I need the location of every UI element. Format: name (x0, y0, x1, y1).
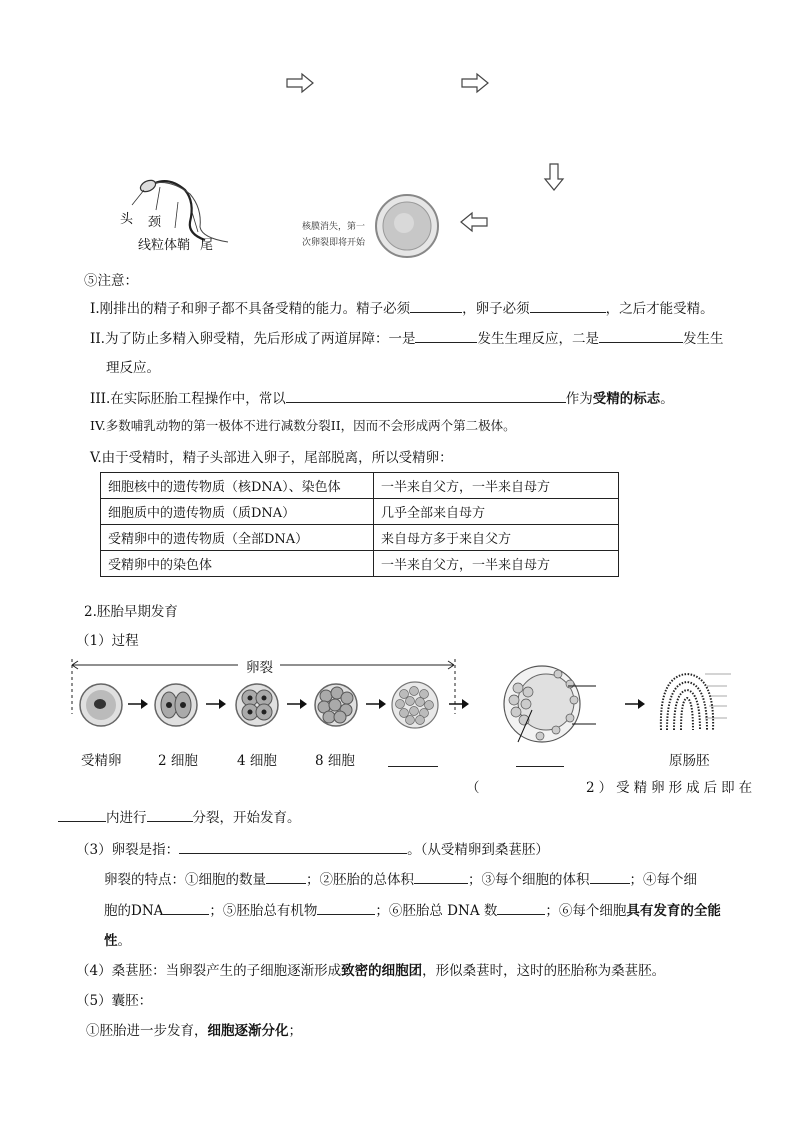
zygote-image (78, 682, 124, 728)
morula-definition: （4）桑葚胚：当卵裂产生的子细胞逐渐形成致密的细胞团，形似桑葚时，这时的胚胎称为桑葚胚。 (76, 963, 666, 979)
right-arrow-icon (127, 698, 149, 710)
process-label: （1）过程 (76, 633, 139, 649)
stage-label-zygote: 受精卵 (81, 753, 122, 769)
answer-blank[interactable] (599, 328, 683, 343)
answer-blank[interactable] (163, 900, 209, 915)
cleavage-label: 卵裂 (246, 660, 273, 676)
answer-blank[interactable] (266, 869, 306, 884)
table-row: 受精卵中的遗传物质（全部DNA） 来自母方多于来自父方 (101, 525, 619, 551)
egg-caption-line2: 次卵裂即将开始 (302, 238, 366, 248)
blastocyst-title: （5）囊胚： (76, 993, 153, 1009)
table-row: 受精卵中的染色体 一半来自父方，一半来自母方 (101, 551, 619, 577)
table-row: 细胞核中的遗传物质（核DNA）、染色体 一半来自父方，一半来自母方 (101, 473, 619, 499)
four-cell-image (234, 682, 280, 728)
sperm-label-midpiece: 线粒体鞘 (138, 238, 191, 253)
right-arrow-icon (448, 698, 470, 710)
down-arrow-icon (544, 163, 564, 191)
stage-label-8cell: 8 细胞 (315, 753, 355, 769)
right-arrow-icon (365, 698, 387, 710)
paren-open: （ (466, 780, 480, 796)
zygote-development-text: 2）受精卵形成后即在 (586, 780, 757, 796)
note-item-1: I.刚排出的精子和卵子都不具备受精的能力。精子必须 ，卵子必须 ，之后才能受精。 (90, 297, 714, 317)
answer-blank[interactable] (410, 298, 462, 313)
right-arrow-icon (205, 698, 227, 710)
cleavage-features-line1: 卵裂的特点：①细胞的数量 ；②胚胎的总体积 ；③每个细胞的体积 ；④每个细 (104, 868, 697, 888)
eight-cell-image (313, 682, 359, 728)
cleavage-features-line3: 性。 (104, 933, 131, 949)
answer-blank[interactable] (414, 869, 468, 884)
answer-blank[interactable] (58, 807, 106, 822)
sperm-label-tail: 尾 (200, 238, 214, 253)
note-item-2-cont: 理反应。 (106, 360, 160, 376)
blastocyst-image (498, 660, 598, 746)
cleavage-definition: （3）卵裂是指： 。（从受精卵到桑葚胚） (76, 838, 549, 858)
answer-blank[interactable] (317, 900, 375, 915)
gastrula-image (655, 668, 775, 736)
table-row: 细胞质中的遗传物质（质DNA） 几乎全部来自母方 (101, 499, 619, 525)
note-item-5: V.由于受精时，精子头部进入卵子，尾部脱离，所以受精卵： (90, 450, 453, 466)
stage-label-2cell: 2 细胞 (158, 753, 198, 769)
notes-heading: ⑤注意： (84, 273, 138, 289)
note-item-3: III.在实际胚胎工程操作中，常以 作为受精的标志。 (90, 387, 674, 407)
genetic-origin-table (100, 472, 619, 577)
sperm-label-head: 头 (120, 212, 134, 227)
cleavage-features-line2: 胞的DNA ；⑤胚胎总有机物 ；⑥胚胎总 DNA 数 ；⑥每个细胞具有发育的全能 (104, 899, 721, 919)
answer-blank[interactable] (516, 752, 564, 767)
egg-caption-line1: 核膜消失，第一 (302, 222, 366, 232)
blastocyst-point-1: ①胚胎进一步发育，细胞逐渐分化； (86, 1023, 302, 1039)
right-arrow-icon (624, 698, 646, 710)
stage-label-4cell: 4 细胞 (237, 753, 277, 769)
answer-blank[interactable] (147, 807, 193, 822)
answer-blank[interactable] (179, 839, 407, 854)
answer-blank[interactable] (590, 869, 630, 884)
right-arrow-icon (286, 698, 308, 710)
two-cell-image (153, 682, 199, 728)
answer-blank[interactable] (286, 388, 566, 403)
egg-cell-image (374, 193, 440, 259)
answer-blank[interactable] (530, 298, 606, 313)
answer-blank[interactable] (497, 900, 545, 915)
answer-blank[interactable] (388, 752, 438, 767)
section-title: 2.胚胎早期发育 (84, 604, 178, 620)
sperm-label-neck: 颈 (148, 215, 162, 230)
answer-blank[interactable] (415, 328, 477, 343)
morula-image (390, 680, 440, 730)
note-item-4: IV.多数哺乳动物的第一极体不进行减数分裂II，因而不会形成两个第二极体。 (90, 418, 516, 433)
right-arrow-icon (286, 73, 314, 93)
stage-label-gastrula: 原肠胚 (669, 753, 710, 769)
note-item-2: II.为了防止多精入卵受精，先后形成了两道屏障：一是 发生生理反应，二是 发生生 (90, 327, 723, 347)
right-arrow-icon (461, 73, 489, 93)
left-arrow-icon (460, 212, 488, 232)
cleavage-location-line: 内进行 分裂，开始发育。 (58, 806, 301, 826)
